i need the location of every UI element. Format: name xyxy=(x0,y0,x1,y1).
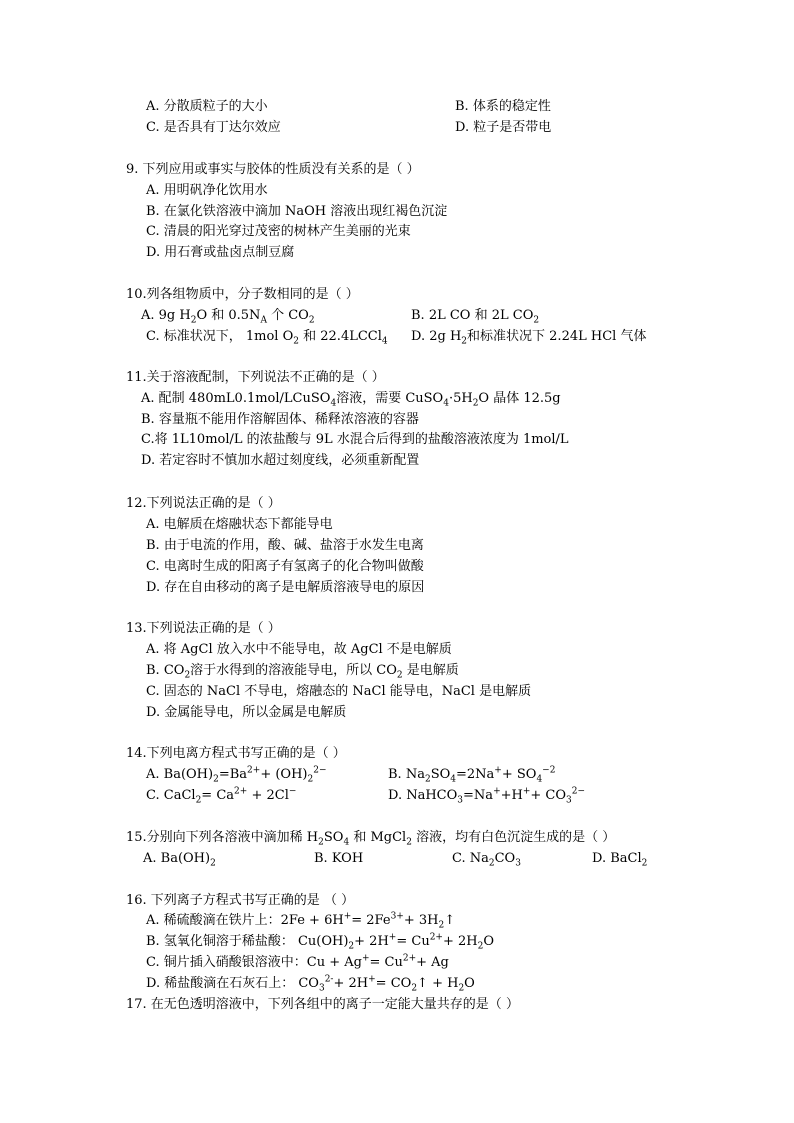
q17-stem: 17. 在无色透明溶液中，下列各组中的离子一定能大量共存的是（ ） xyxy=(126,997,519,1012)
q10-option-d: D. 2g $H_2$和标准状况下 2.24L HCl 气体 xyxy=(411,329,647,347)
q14-stem: 14.下列电离方程式书写正确的是（ ） xyxy=(126,746,346,761)
q9-option-a: A. 用明矾净化饮用水 xyxy=(146,183,268,198)
q16-option-d: D. 稀盐酸滴在石灰石上： $CO_3^{2-}+ 2H^+=$ $CO_2↑ + H_2O$ xyxy=(146,974,475,994)
q10-option-c: C. 标准状况下， 1mol $O_2$ 和 22.4LCCl$_4$ xyxy=(146,329,388,347)
q15-stem: 15.分别向下列各溶液中滴加稀 $H_2SO_4$ 和 MgCl$_2$ 溶液，均有白色沉淀生成的是（ ） xyxy=(126,830,616,848)
q14-option-a: A. $Ba(OH)_2=Ba^{2+}+ (OH)_2^{2-}$ xyxy=(146,765,327,785)
q14-option-b: B. $Na_2SO_4=2Na^++ SO_4^{-2}$ xyxy=(388,765,556,785)
q15-option-b: B. KOH xyxy=(314,851,364,866)
q14-option-d: D. NaHCO$_3$=Na++H++ $CO_3^{2-}$ xyxy=(388,786,586,806)
q12-stem: 12.下列说法正确的是（ ） xyxy=(126,496,281,511)
q11-option-c: C.将 1L10mol/L 的浓盐酸与 9L 水混合后得到的盐酸溶液浓度为 1mol/L xyxy=(141,432,569,447)
q10-option-b: B. 2L CO 和 2L $CO_2$ xyxy=(411,308,540,326)
q9-option-d: D. 用石膏或盐卤点制豆腐 xyxy=(146,245,295,260)
q8-option-d: D. 粒子是否带电 xyxy=(455,120,552,135)
q16-option-b: B. 氢氧化铜溶于稀盐酸： $Cu(OH)_2+ 2H^+= Cu^{2+}+ 2H_2O$ xyxy=(146,932,495,952)
q13-option-b: B. $CO_2$溶于水得到的溶液能导电，所以 $CO_2$ 是电解质 xyxy=(146,663,459,681)
q8-option-b: B. 体系的稳定性 xyxy=(455,99,551,114)
q10-option-a: A. 9g $H_2O$ 和 $0.5N_A$ 个 $CO_2$ xyxy=(141,308,315,326)
q13-stem: 13.下列说法正确的是（ ） xyxy=(126,621,281,636)
q13-option-c: C. 固态的 NaCl 不导电，熔融态的 NaCl 能导电，NaCl 是电解质 xyxy=(146,684,532,699)
q16-stem: 16. 下列离子方程式书写正确的是 （ ） xyxy=(126,893,355,908)
q14-option-c: C. CaCl$_2$= $Ca^{2+} + 2Cl^-$ xyxy=(146,786,297,806)
q13-option-a: A. 将 AgCl 放入水中不能导电，故 AgCl 不是电解质 xyxy=(146,642,452,657)
q15-option-d: D. BaCl$_2$ xyxy=(592,851,648,869)
q15-option-c: C. $Na_2CO_3$ xyxy=(452,851,521,869)
q13-option-d: D. 金属能导电，所以金属是电解质 xyxy=(146,705,347,720)
q12-option-d: D. 存在自由移动的离子是电解质溶液导电的原因 xyxy=(146,580,425,595)
q15-option-a: A. $Ba(OH)_2$ xyxy=(143,851,216,869)
q8-option-a: A. 分散质粒子的大小 xyxy=(146,99,268,114)
q16-option-a: A. 稀硫酸滴在铁片上：$2Fe + 6H^+= 2Fe^{3+}+$ $3H_2↑$ xyxy=(146,911,456,931)
q9-stem: 9. 下列应用或事实与胶体的性质没有关系的是（ ） xyxy=(126,162,420,177)
q12-option-a: A. 电解质在熔融状态下都能导电 xyxy=(146,517,333,532)
q11-option-d: D. 若定容时不慎加水超过刻度线，必须重新配置 xyxy=(141,453,420,468)
q11-stem: 11.关于溶液配制，下列说法不正确的是（ ） xyxy=(126,370,385,385)
q16-option-c: C. 铜片插入硝酸银溶液中：$Cu + Ag^+= Cu^{2+}+ Ag$ xyxy=(146,953,449,970)
q9-option-b: B. 在氯化铁溶液中滴加 NaOH 溶液出现红褐色沉淀 xyxy=(146,204,448,219)
q10-stem: 10.列各组物质中，分子数相同的是（ ） xyxy=(126,287,359,302)
q11-option-a: A. 配制 480mL0.1mol/LCuSO$_4$溶液，需要 $CuSO_4\cdot 5H_2O$ 晶体 12.5g xyxy=(141,391,561,409)
q8-option-c: C. 是否具有丁达尔效应 xyxy=(146,120,281,135)
q12-option-c: C. 电离时生成的阳离子有氢离子的化合物叫做酸 xyxy=(146,559,424,574)
q11-option-b: B. 容量瓶不能用作溶解固体、稀释浓溶液的容器 xyxy=(141,412,419,427)
q12-option-b: B. 由于电流的作用，酸、碱、盐溶于水发生电离 xyxy=(146,538,424,553)
q9-option-c: C. 清晨的阳光穿过茂密的树林产生美丽的光束 xyxy=(146,224,411,239)
